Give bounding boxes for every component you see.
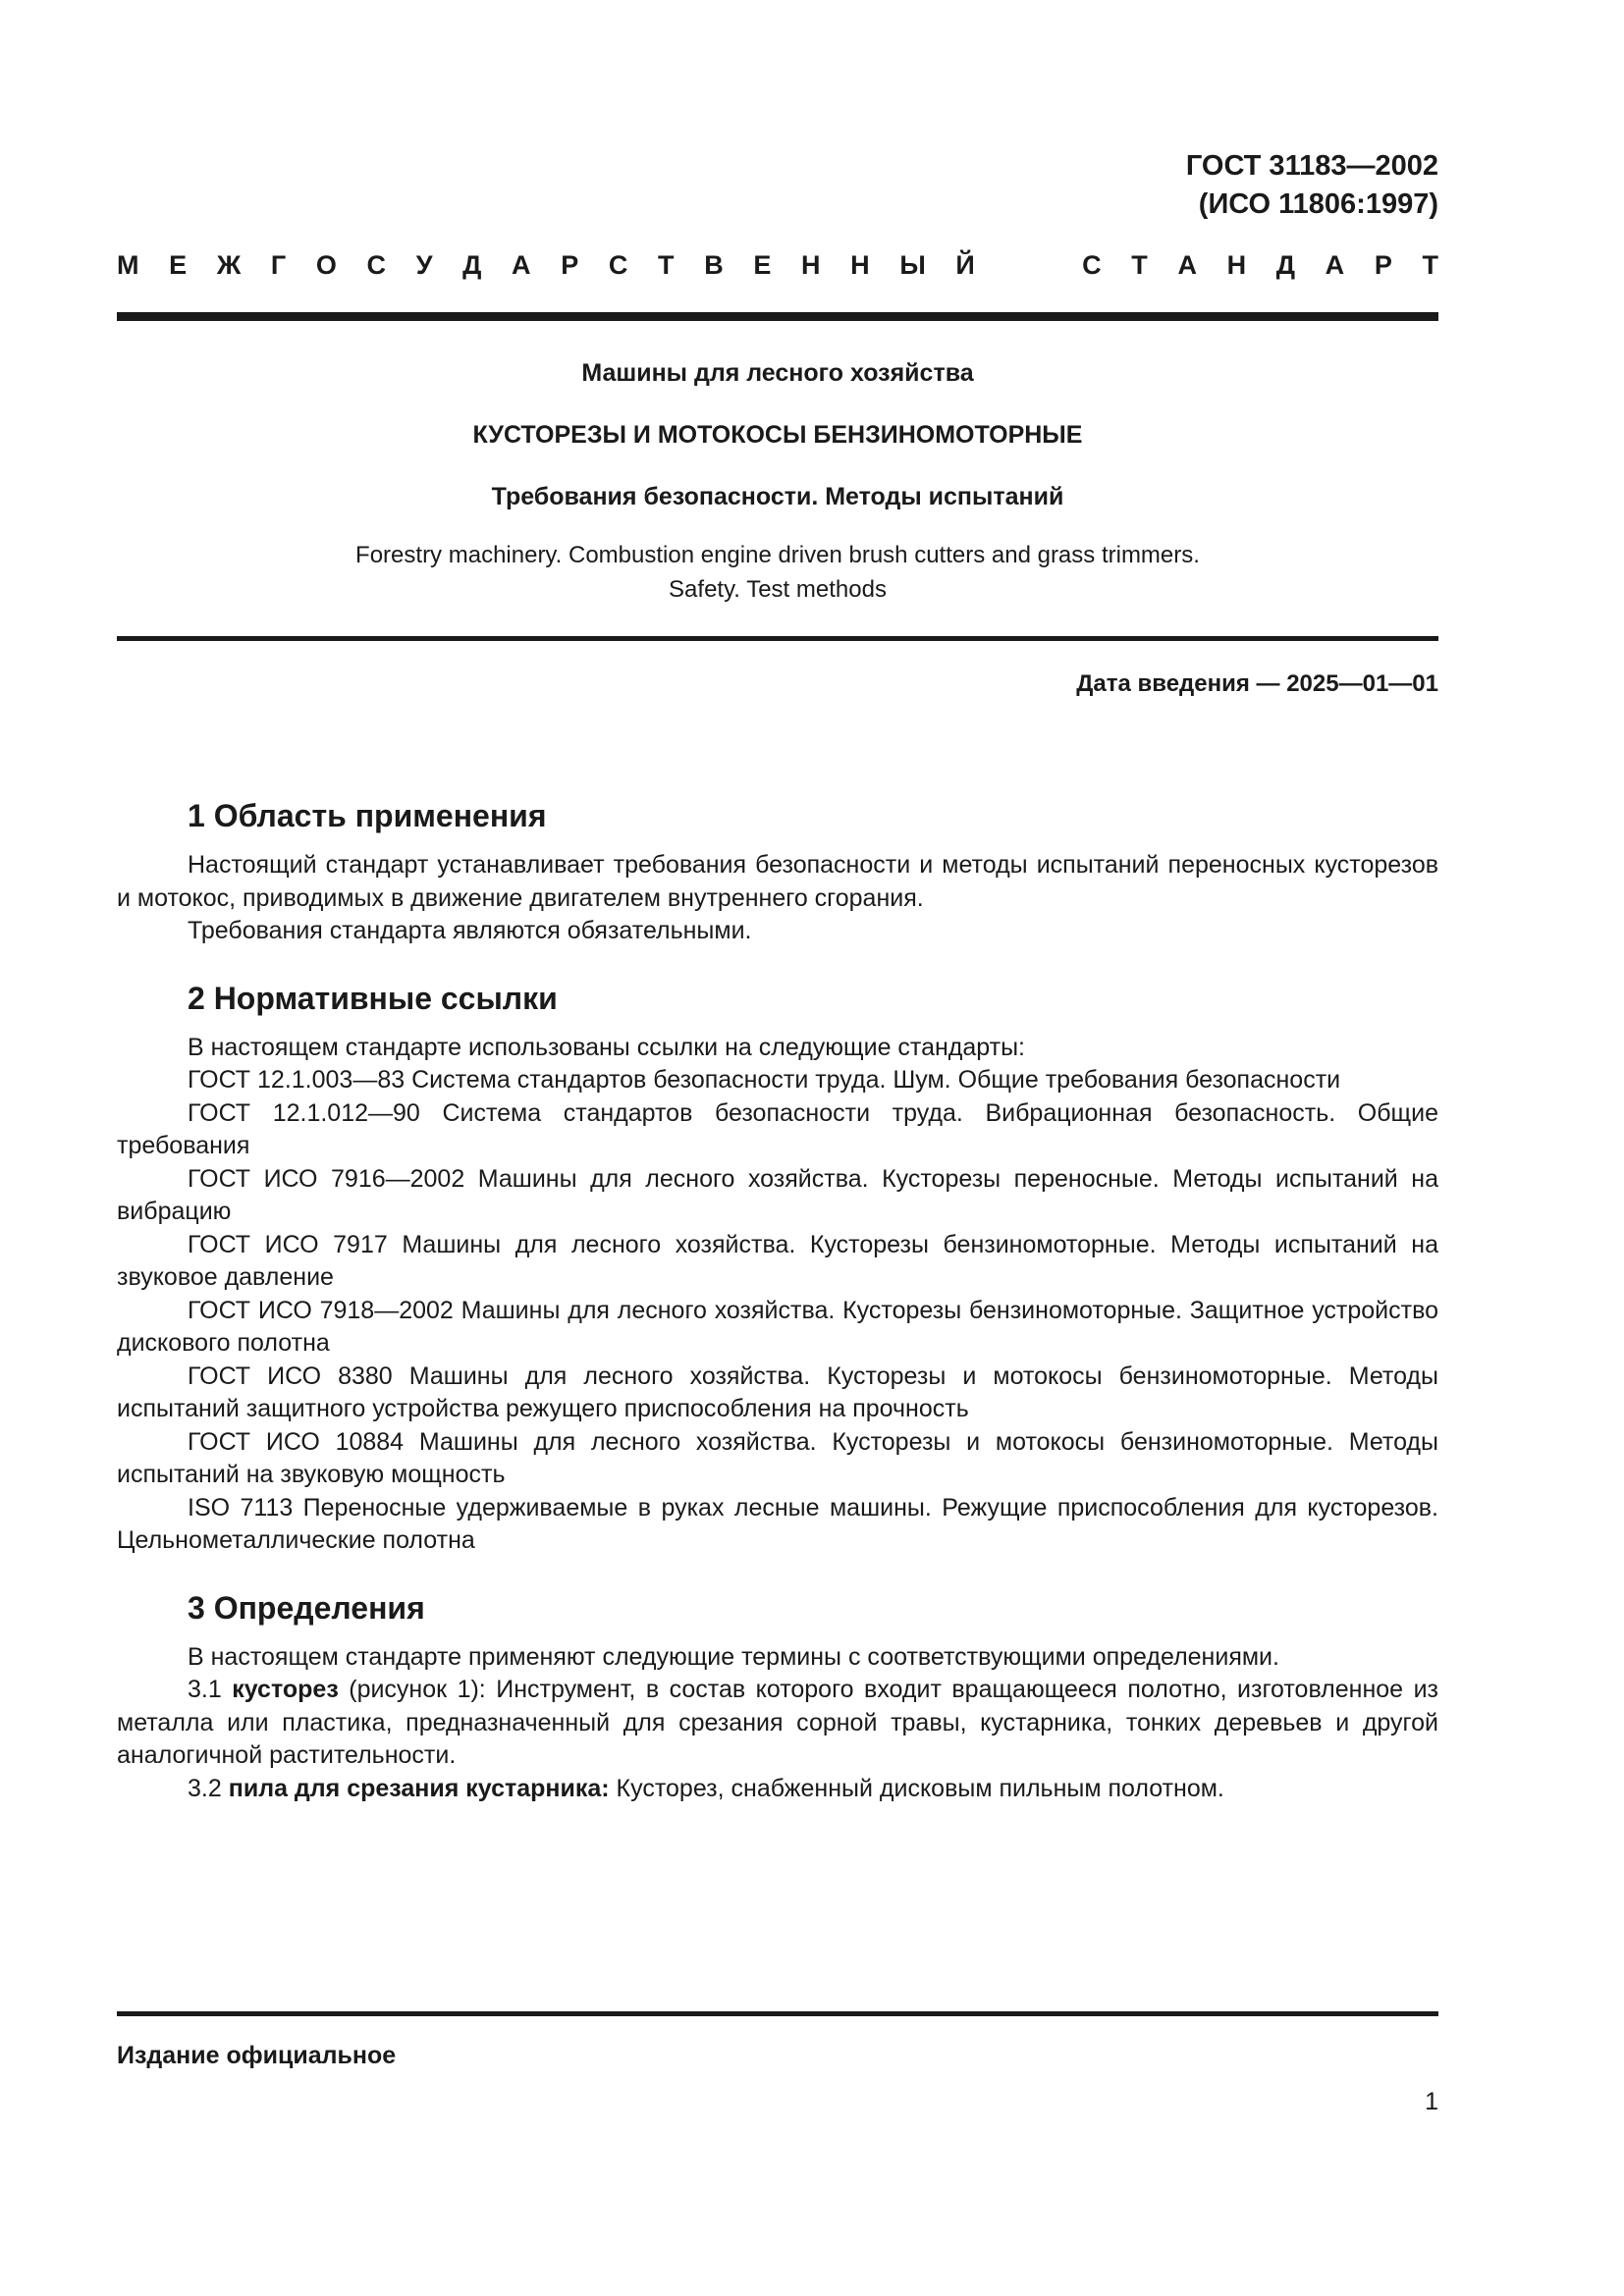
banner-letter: Й: [955, 250, 975, 280]
reference-item: ГОСТ ИСО 7916—2002 Машины для лесного хозяйства. Кусторезы переносные. Методы испытаний на вибрацию: [117, 1164, 1438, 1225]
banner-letter: С: [366, 250, 387, 280]
header-rule: [117, 312, 1438, 321]
section-3-intro: В настоящем стандарте применяют следующие термины с соответствующими определениями.: [188, 1642, 1279, 1671]
title-sub: Требования безопасности. Методы испытаний: [491, 483, 1064, 510]
section-3-heading: 3 Определения: [188, 1589, 425, 1626]
definition-number: 3.2: [188, 1774, 222, 1802]
standard-number: ГОСТ 31183—2002: [1185, 150, 1438, 182]
banner-letter: Н: [1226, 250, 1247, 280]
banner-letter: Ж: [216, 250, 242, 280]
banner-letter: Т: [658, 250, 675, 280]
title-group: Машины для лесного хозяйства: [581, 359, 974, 387]
section-3-body: [117, 1641, 1438, 1806]
reference-item: ISO 7113 Переносные удерживаемые в руках лесные машины. Режущие приспособления для кусторезов. Цельнометаллические полотна: [117, 1493, 1438, 1554]
banner-letter: Д: [462, 250, 482, 280]
edition-label: Издание официальное: [117, 2042, 397, 2069]
page-number: 1: [1425, 2088, 1438, 2115]
banner-letter: Г: [270, 250, 287, 280]
definition-number: 3.1: [188, 1676, 222, 1703]
introduction-date: Дата введения — 2025—01—01: [1076, 670, 1438, 697]
banner-letter: В: [704, 250, 724, 280]
banner-letter: Н: [850, 250, 870, 280]
banner-letter: М: [117, 250, 139, 280]
definition-3-2: [117, 1773, 1438, 1806]
section-1-paragraph: Настоящий стандарт устанавливает требования безопасности и методы испытаний переносных кусторезов и мотокос, приводимых в движение двигателем внутреннего сгорания.: [117, 851, 1438, 912]
reference-item: ГОСТ 12.1.003—83 Система стандартов безопасности труда. Шум. Общие требования безопасности: [188, 1066, 1341, 1094]
reference-item: ГОСТ ИСО 7918—2002 Машины для лесного хозяйства. Кусторезы бензиномоторные. Защитное устройство дискового полотна: [117, 1296, 1438, 1357]
banner-letter: О: [315, 250, 337, 280]
section-1-paragraph: Требования стандарта являются обязательными.: [188, 917, 752, 944]
banner-letter: Р: [561, 250, 579, 280]
title-rule: [117, 636, 1438, 641]
banner-letter: А: [1325, 250, 1345, 280]
reference-item: ГОСТ ИСО 7917 Машины для лесного хозяйства. Кусторезы бензиномоторные. Методы испытаний на звуковое давление: [117, 1230, 1438, 1291]
title-english: [117, 538, 1438, 607]
section-2-intro: В настоящем стандарте использованы ссылки на следующие стандарты:: [188, 1033, 1026, 1061]
title-block: [117, 358, 1438, 607]
banner-letter: Е: [753, 250, 772, 280]
standard-number-block: [117, 147, 1438, 224]
banner-letter: С: [608, 250, 628, 280]
banner-letter: А: [512, 250, 531, 280]
banner-letter: Т: [1131, 250, 1148, 280]
section-1-heading: 1 Область применения: [188, 798, 547, 833]
banner-letter: Р: [1374, 250, 1392, 280]
section-2-heading: 2 Нормативные ссылки: [188, 980, 558, 1016]
definition-text: Кусторез, снабженный дисковым пильным полотном.: [609, 1774, 1224, 1802]
section-2-body: [117, 1032, 1438, 1558]
interstate-standard-banner: [117, 249, 1438, 281]
banner-letter: А: [1177, 250, 1197, 280]
title-english-line-1: Forestry machinery. Combustion engine driven brush cutters and grass trimmers.: [355, 542, 1200, 568]
definition-text: (рисунок 1): Инструмент, в состав которого входит вращающееся полотно, изготовленное из металла или пластика, предназначенный для срезания сорной травы, кустарника, тонких деревьев и другой аналогичной растительности.: [117, 1676, 1439, 1769]
banner-letter: Ы: [899, 250, 926, 280]
definition-3-1: [117, 1674, 1438, 1773]
reference-item: ГОСТ ИСО 8380 Машины для лесного хозяйства. Кусторезы и мотокосы бензиномоторные. Методы испытаний защитного устройства режущего приспособления на прочность: [117, 1362, 1438, 1422]
banner-letter: С: [1082, 250, 1102, 280]
banner-letter: Д: [1275, 250, 1296, 280]
banner-letter: Н: [801, 250, 821, 280]
title-english-line-2: Safety. Test methods: [669, 576, 887, 603]
reference-item: ГОСТ 12.1.012—90 Система стандартов безопасности труда. Вибрационная безопасность. Общие требования: [117, 1098, 1438, 1159]
section-1-body: [117, 849, 1438, 948]
page-content: [117, 147, 1438, 1805]
footer-rule: [117, 2011, 1438, 2016]
definition-term: кусторез: [232, 1676, 339, 1703]
reference-item: ГОСТ ИСО 10884 Машины для лесного хозяйства. Кусторезы и мотокосы бензиномоторные. Методы испытаний на звуковую мощность: [117, 1427, 1438, 1488]
banner-letter: У: [415, 250, 433, 280]
banner-word-gap: [1004, 249, 1052, 281]
banner-letter: Е: [169, 250, 188, 280]
iso-number: (ИСО 11806:1997): [1198, 188, 1438, 220]
banner-letter: Т: [1422, 250, 1438, 280]
title-main: КУСТОРЕЗЫ И МОТОКОСЫ БЕНЗИНОМОТОРНЫЕ: [472, 421, 1083, 449]
definition-term: пила для срезания кустарника:: [228, 1774, 610, 1802]
